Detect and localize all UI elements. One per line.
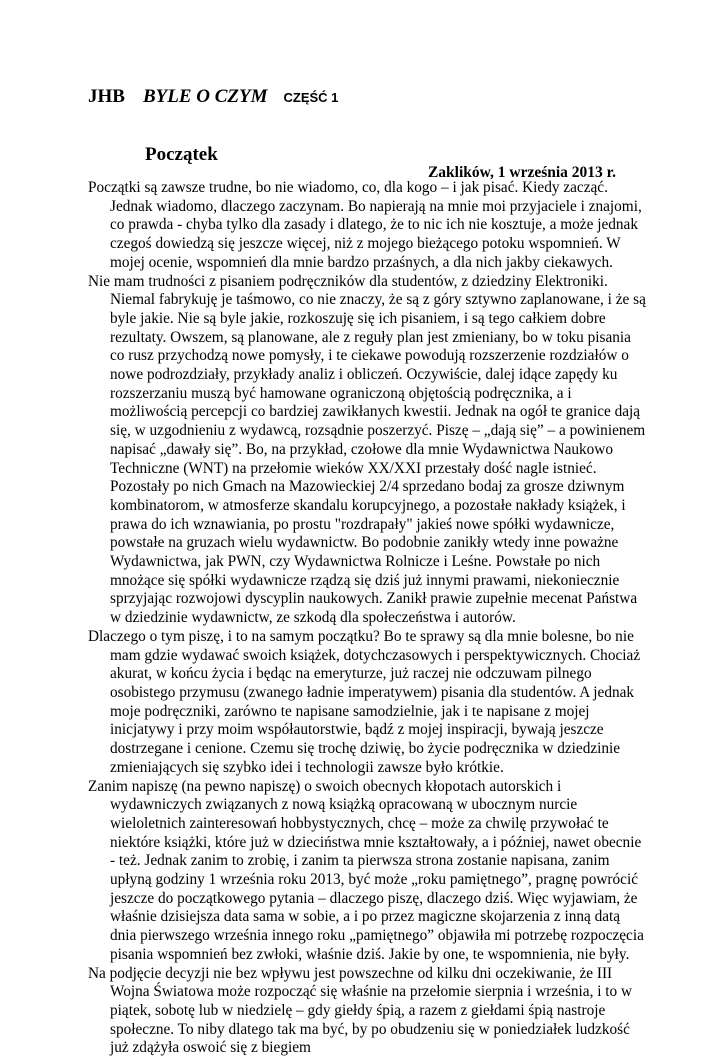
header-part: CZĘŚĆ 1: [283, 90, 339, 105]
header-title: BYLE O CZYM: [142, 86, 268, 107]
document-header: [88, 87, 338, 108]
paragraph: Zanim napiszę (na pewno napiszę) o swoich obecnych kłopotach autorskich i wydawniczych związanych z nową książką opracowaną w ubocznym nurcie wieloletnich zainteresowań hobbystycznych, chcę – może za chwilę przywołać te niektóre książki, które już w dzieciństwa mnie kształtowały, a i później, nawet obecnie - też. Jednak zanim to zrobię, i zanim ta pierwsza strona zostanie napisana, zanim upłyną godziny 1 września roku 2013, być może „roku pamiętnego”, pragnę powrócić jeszcze do początkowego pytania – dlaczego piszę, dlaczego dziś. Więc wyjawiam, że właśnie dzisiejsza data sama w sobie, a i po przez magiczne skojarzenia z inną datą dnia pierwszego września innego roku „pamiętnego” objawiła mi potrzebę rozpoczęcia pisania wspomnień bez zwłoki, właśnie dziś. Jakie by one, te wspomnienia, nie były.: [88, 777, 644, 963]
body-text: [88, 179, 648, 1058]
section-title: Początek: [145, 144, 218, 165]
paragraph: Dlaczego o tym piszę, i to na samym początku? Bo te sprawy są dla mnie bolesne, bo nie mam gdzie wydawać swoich książek, dotychczasowych i perspektywicznych. Chociaż akurat, w końcu życia i będąc na emeryturze, już raczej nie odczuwam pilnego osobistego przymusu (zwanego ładnie imperatywem) pisania dla studentów. A jednak moje podręczniki, zarówno te napisane samodzielnie, jak i te napisane z mojej inicjatywy i przy moim współautorstwie, bądź z mojej inspiracji, bywają jeszcze dostrzegane i cenione. Czemu się trochę dziwię, bo życie podręcznika w dziedzinie zmieniających się szybko idei i technologii zawsze było krótkie.: [88, 627, 641, 776]
paragraph: Na podjęcie decyzji nie bez wpływu jest powszechne od kilku dni oczekiwanie, że III Wojna Światowa może rozpocząć się właśnie na przełomie sierpnia i września, i to w piątek, sobotę lub w niedzielę – gdy giełdy śpią, a razem z giełdami śpią nastroje społeczne. To niby dlatego tak ma być, by po obudzeniu się w poniedziałek ludzkość już zdążyła oswoić się z biegiem: [88, 964, 633, 1057]
paragraph: Nie mam trudności z pisaniem podręczników dla studentów, z dziedziny Elektroniki. Niemal fabrykuję je taśmowo, co nie znaczy, że są z góry sztywno zaplanowane, i że są byle jakie. Nie są byle jakie, rozkoszuję się ich pisaniem, i są tego całkiem dobre rezultaty. Owszem, są planowane, ale z reguły plan jest zmieniany, bo w toku pisania co rusz przychodzą nowe pomysły, i te ciekawe powodują rozszerzenie rozdziałów o nowe podrozdziały, przykłady analiz i obliczeń. Oczywiście, dalej idące zapędy ku rozszerzaniu muszą być hamowane ograniczoną objętością podręcznika, a i możliwością percepcji co bardziej zawikłanych kwestii. Jednak na ogół te granice dają się, w uzgodnieniu z wydawcą, rozsądnie poszerzyć. Piszę – „dają się” – a powinienem napisać „dawały się”. Bo, na przykład, czołowe dla mnie Wydawnictwa Naukowo Techniczne (WNT) na przełomie wieków XX/XXI przestały dość nagle istnieć. Pozostały po nich Gmach na Mazowieckiej 2/4 sprzedano bodaj za grosze dziwnym kombinatorom, w atmosferze skandalu korupcyjnego, a pozostałe nakłady książek, i prawa do ich wznawiania, po prostu "rozdrapały" jakieś nowe spółki wydawnicze, powstałe na gruzach wielu wydawnictw. Bo podobnie zanikły wtedy inne poważne Wydawnictwa, jak PWN, czy Wydawnictwa Rolnicze i Leśne. Powstałe po nich mnożące się spółki wydawnicze rządzą się dziś już innymi prawami, niekoniecznie sprzyjając rozwojowi dyscyplin naukowych. Zanikł prawie zupełnie mecenat Państwa w dziedzinie wydawnictw, ze szkodą dla społeczeństwa i autorów.: [88, 272, 646, 627]
header-author: JHB: [88, 86, 125, 107]
paragraph: Początki są zawsze trudne, bo nie wiadomo, co, dla kogo – i jak pisać. Kiedy zacząć. Jednak wiadomo, dlaczego zaczynam. Bo napierają na mnie moi przyjaciele i znajomi, co prawda - chyba tylko dla zasady i dlatego, że to nic ich nie kosztuje, a może jednak czegoś dowiedzą się jeszcze więcej, niż z mojego bieżącego potoku wspomnień. W mojej ocenie, wspomnień dla mnie bardzo przaśnych, a dla nich jakby ciekawych.: [88, 179, 642, 271]
place-date-line: Zaklików, 1 września 2013 r.: [427, 164, 616, 181]
